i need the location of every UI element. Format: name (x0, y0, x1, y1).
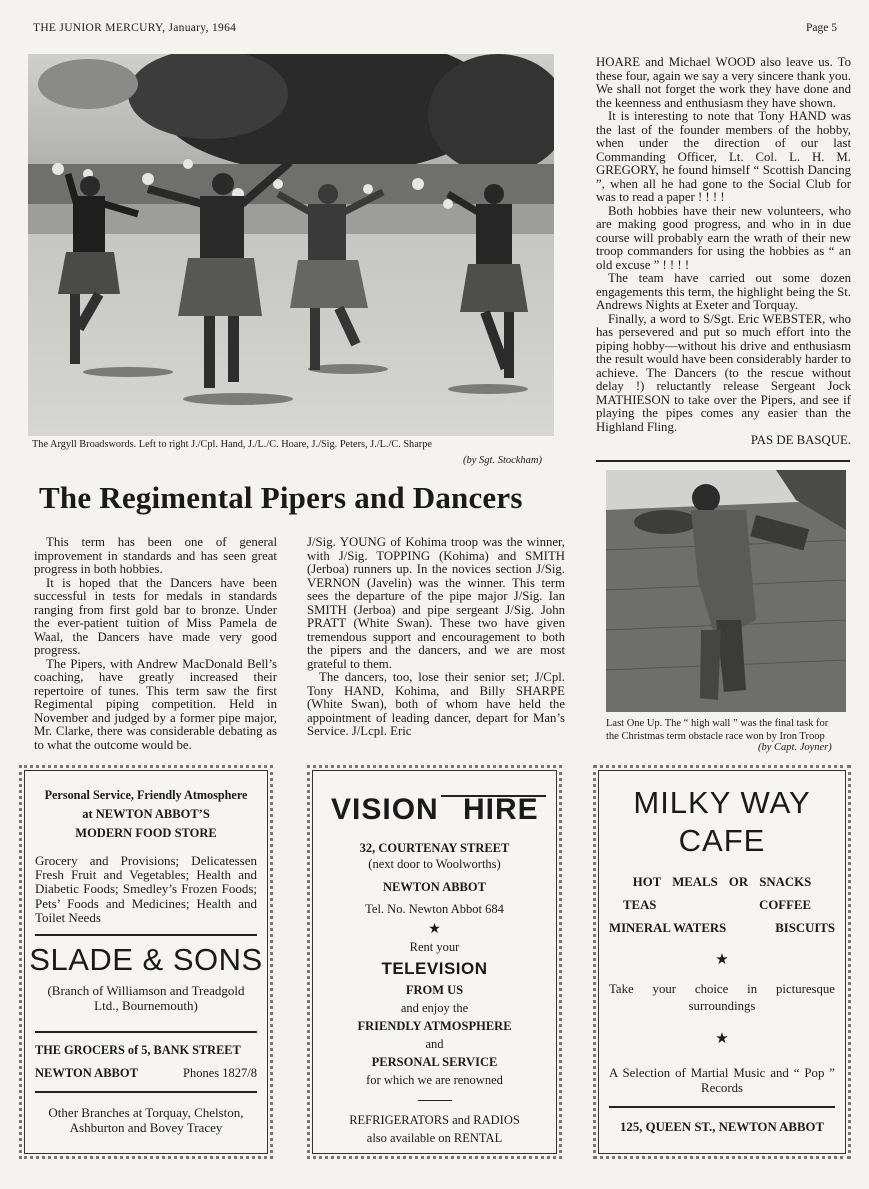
ad-text: for which we are renowned (366, 1073, 503, 1087)
ad-description: Grocery and Provisions; Delicatessen Fresh Fruit and Vegetables; Health and Diabetic Foods; Smedley’s Frozen Foods; Pets’ Foods and Medicines; Health and Toilet Needs (35, 853, 257, 925)
article-column-3 (596, 56, 851, 448)
ad-menu-item: TEAS (623, 898, 657, 912)
ad-divider (35, 934, 257, 936)
article-paragraph: Both hobbies have their new volunteers, who are making good progress, and who in in due course will probably earn the wrath of their new troop commanders for using the hobbies as “ an old excuse ” ! ! ! ! (596, 203, 851, 272)
ad-text: PERSONAL SERVICE (371, 1055, 498, 1069)
ad-town: NEWTON ABBOT (383, 880, 486, 894)
ad-brand-hire: HIRE (463, 793, 539, 826)
ad-divider (35, 1091, 257, 1093)
high-wall-credit: (by Capt. Joyner) (758, 742, 832, 753)
article-paragraph: It is interesting to note that Tony HAND was the last of the founder members of the hobby, when under the direction of our last Commanding Officer, Lt. Col. L. H. M. GREGORY, he found himself “ Scottish Dancing ”, when all he had gone to the Social Club for was to read a paper ! ! ! ! (596, 109, 851, 204)
page-number: Page 5 (806, 22, 837, 34)
ad-other-branches: Other Branches at Torquay, Chelston, Ashburton and Bovey Tracey (48, 1105, 244, 1136)
article-column-1 (34, 536, 277, 752)
article-paragraph: HOARE and Michael WOOD also leave us. To these four, again we say a very sincere thank you. We shall not forget the work they have done and the keenness and enthusiasm they have shown. (596, 55, 851, 110)
ad-address: 32, COURTENAY STREET (359, 841, 510, 855)
ad-brand: CAFE (678, 823, 766, 858)
ad-text: and enjoy the (400, 1001, 469, 1015)
ad-phones: Phones 1827/8 (183, 1066, 257, 1081)
ad-brand-vision: VISION (331, 793, 439, 826)
article-paragraph: The Pipers, with Andrew MacDonald Bell’s coaching, have greatly increased their repertoire of tunes. This term saw the first Regimental piping competition. Held in November and judged by a former pipe major, Mr. Clarke, there was considerable debating as to what the outcome would be. (34, 656, 277, 752)
ad-text: FROM US (405, 983, 464, 997)
ad-product: TELEVISION (381, 959, 488, 978)
dancers-photo (28, 54, 554, 436)
masthead: THE JUNIOR MERCURY, January, 1964 (33, 22, 237, 34)
ad-text: Rent your (409, 940, 460, 954)
ad-address: THE GROCERS of 5, BANK STREET (35, 1043, 241, 1058)
column-divider (596, 460, 850, 462)
ad-town: NEWTON ABBOT (35, 1066, 138, 1081)
ad-menu-item: BISCUITS (775, 921, 835, 935)
ad-address-note: (next door to Woolworths) (368, 857, 501, 871)
ad-branch: (Branch of Williamson and Treadgold Ltd., Bournemouth) (47, 983, 245, 1014)
ad-telephone: Tel. No. Newton Abbot 684 (365, 902, 504, 916)
ad-menu-row (609, 921, 835, 936)
dancers-credit: (by Sgt. Stockham) (463, 455, 543, 466)
article-paragraph: This term has been one of general improvement in standards and has seen great progress in both hobbies. (34, 535, 277, 576)
ad-text: A Selection of Martial Music and “ Pop ” Records (609, 1066, 835, 1095)
ad-tagline: Personal Service, Friendly Atmosphere (44, 788, 248, 802)
ad-menu-item: COFFEE (759, 898, 811, 912)
ad-text: Take your choice in picturesque surroundings (609, 982, 835, 1013)
ad-text: also available on RENTAL (366, 1131, 503, 1145)
ad-subtitle: MODERN FOOD STORE (75, 826, 217, 840)
article-paragraph: Finally, a word to S/Sgt. Eric WEBSTER, who has persevered and put so much effort into the piping hobby—without his drive and enthusiasm the result would have been considerably harder to achieve. The Dancers (to the rescue without delay !) reluctantly release Sergeant Jock MATHIESON to take over the Pipers, and see if playing the pipes comes any easier than the Highland Fling. (596, 311, 851, 434)
article-signoff: PAS DE BASQUE. (750, 433, 851, 447)
ad-contact-row (35, 1066, 257, 1081)
article-paragraph: J/Sig. YOUNG of Kohima troop was the winner, with J/Sig. TOPPING (Kohima) and SMITH (Jerboa) runners up. In the novices section J/Sig. VERNON (Javelin) was the winner. This term sees the departure of the pipe major J/Sig. Ian SMITH (Jerboa) and pipe sergeant J/Sig. John PRATT (White Swan). These two have given tremendous support and encouragement to both the pipers and the dancers, and we are most grateful to them. (307, 535, 565, 671)
ad-menu-row (623, 898, 831, 913)
ad-text: HOT MEALS OR SNACKS (632, 875, 812, 889)
high-wall-photo (606, 470, 846, 712)
article-paragraph: The team have carried out some dozen engagements this term, the highlight being the St. Andrews Nights at Exeter and Torquay. (596, 271, 851, 312)
slade-sons-advert (24, 770, 268, 1154)
vision-hire-advert (312, 770, 557, 1154)
ad-divider (609, 1106, 835, 1108)
ad-divider (35, 1031, 257, 1033)
ad-divider (418, 1100, 452, 1101)
star-icon: ★ (715, 1031, 729, 1047)
ad-text: and (425, 1037, 444, 1051)
star-icon: ★ (715, 952, 729, 968)
ad-menu-item: MINERAL WATERS (609, 921, 727, 935)
star-icon: ★ (428, 922, 441, 937)
ad-brand: MILKY WAY (633, 785, 811, 820)
high-wall-caption: Last One Up. The “ high wall ” was the final task for the Christmas term obstacle race won by Iron Troop (606, 718, 829, 742)
article-headline: The Regimental Pipers and Dancers (39, 480, 523, 515)
article-column-2 (307, 536, 565, 739)
ad-address: 125, QUEEN ST., NEWTON ABBOT (620, 1120, 824, 1134)
article-paragraph: The dancers, too, lose their senior set; J/Cpl. Tony HAND, Kohima, and Billy SHARPE (White Swan), both of whom have held the appointment of leading dancer, depart for Man’s Service. J/Lcpl. Eric (307, 670, 565, 738)
ad-text: FRIENDLY ATMOSPHERE (357, 1019, 512, 1033)
ad-brand: SLADE & SONS (29, 942, 263, 978)
milky-way-cafe-advert (598, 770, 846, 1154)
article-paragraph: It is hoped that the Dancers have been successful in tests for medals in standards ranging from first gold bar to bronze. Under the ever-patient tuition of Miss Pamela de Waal, the Dancers have made very good progress. (34, 575, 277, 657)
ad-subtitle: at NEWTON ABBOT’S (82, 807, 210, 821)
dancers-caption: The Argyll Broadswords. Left to right J./Cpl. Hand, J./L./C. Hoare, J./Sig. Peters, J./L./C. Sharpe (32, 439, 432, 450)
ad-text: REFRIGERATORS and RADIOS (349, 1113, 520, 1127)
ad-brand (313, 787, 556, 827)
